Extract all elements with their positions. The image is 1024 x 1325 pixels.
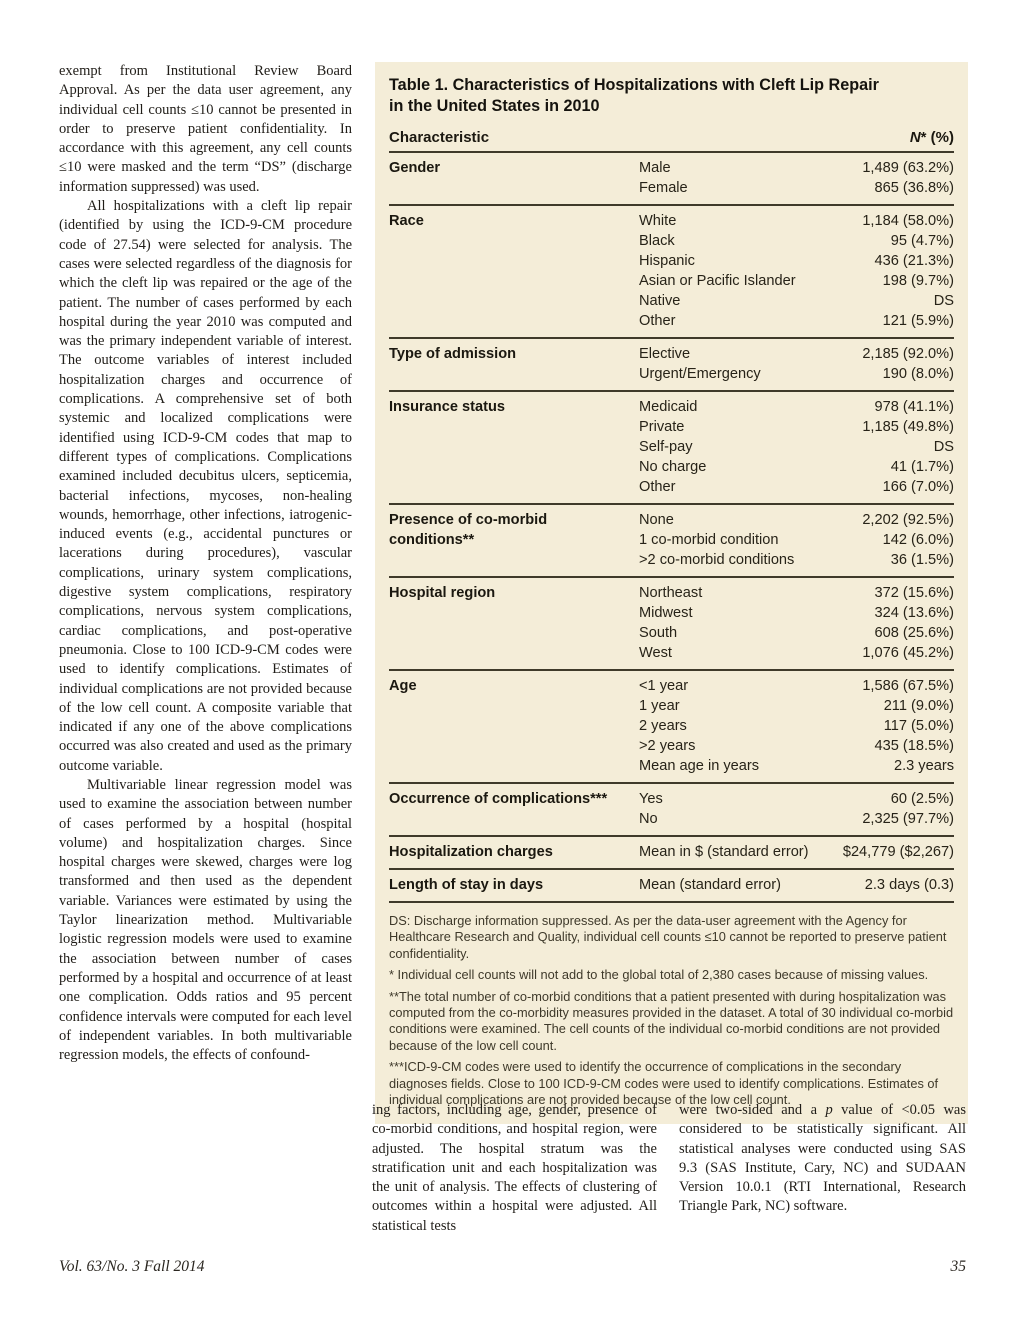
p-value-italic: p xyxy=(825,1102,833,1118)
table-row xyxy=(639,756,954,776)
table-value: 190 (8.0%) xyxy=(882,366,954,382)
body-column-2 xyxy=(372,1101,657,1236)
table-subcategory: Other xyxy=(639,479,676,495)
table-subrows xyxy=(639,842,954,862)
table-subcategory: >2 years xyxy=(639,738,696,754)
table-subcategory: None xyxy=(639,512,674,528)
table-group xyxy=(389,206,954,339)
table-subrows xyxy=(639,344,954,384)
table-group xyxy=(389,578,954,671)
table-value: 166 (7.0%) xyxy=(882,479,954,495)
table-title-line2: in the United States in 2010 xyxy=(389,96,600,115)
table-value: 117 (5.0%) xyxy=(883,718,954,734)
table-row xyxy=(639,231,954,251)
paragraph: All hospitalizations with a cleft lip repair (identified by using the ICD-9-CM procedure code of 27.54) were selected for analysis. The cases were selected regardless of the diagnosis for which the cleft lip was repaired or the age of the patient. The number of cases performed by each hospital during the year 2010 was computed and was the primary independent variable of interest. The outcome variables of interest included hospitalization charges and occurrence of complications. A comprehensive set of both systemic and localized complications were identified using ICD-9-CM codes that map to different types of complications. Complications examined included decubitus ulcers, septicemia, bacterial infections, mycoses, non-healing wounds, hemorrhage, other infections, iatrogenic-induced events (e.g., accidental punctures or lacerations during procedures), vascular complications, urinary system complications, digestive system complications, respiratory complications, nervous system complications, cardiac complications, and post-operative pneumonia. Close to 100 ICD-9-CM codes were used to identify complications. Estimates of individual complications are not provided because of the low cell count. A composite variable that indicated if any one of the above complications occurred was also created and used as the primary outcome variable. xyxy=(59,198,352,774)
table-subcategory: Yes xyxy=(639,791,663,807)
table-subcategory: Mean age in years xyxy=(639,758,760,774)
table-subcategory: Northeast xyxy=(639,585,703,601)
table-row xyxy=(639,417,954,437)
table-value: 978 (41.1%) xyxy=(874,399,954,415)
table-value: 41 (1.7%) xyxy=(890,459,954,475)
table-group xyxy=(389,671,954,784)
table-row xyxy=(639,457,954,477)
table-value: 2.3 days (0.3) xyxy=(864,877,954,893)
table-value: 121 (5.9%) xyxy=(882,313,954,329)
table-footnote: * Individual cell counts will not add to the global total of 2,380 cases because of missing values. xyxy=(389,967,929,983)
table-category: Length of stay in days xyxy=(389,877,544,893)
table-subcategory: Other xyxy=(639,313,676,329)
table-value: 372 (15.6%) xyxy=(874,585,954,601)
table-subrows xyxy=(639,510,954,570)
table-title-line1: Table 1. Characteristics of Hospitalizations with Cleft Lip Repair xyxy=(389,76,879,94)
table-row xyxy=(639,676,954,696)
table-subcategory: Female xyxy=(639,180,688,196)
table-subcategory: Private xyxy=(639,419,685,435)
table-value: 2,325 (97.7%) xyxy=(862,811,954,827)
table-subcategory: White xyxy=(639,213,677,229)
table-row xyxy=(639,736,954,756)
table-subcategory: >2 co-morbid conditions xyxy=(639,552,795,568)
table-header-n-label: N xyxy=(909,129,921,146)
table-subcategory: No xyxy=(639,811,658,827)
table-value: 865 (36.8%) xyxy=(874,180,954,196)
table-group xyxy=(389,784,954,837)
paragraph xyxy=(679,1101,966,1217)
table-value: 435 (18.5%) xyxy=(874,738,954,754)
table-value: 142 (6.0%) xyxy=(882,532,954,548)
table-1 xyxy=(375,62,968,1124)
table-footnotes xyxy=(389,913,954,1108)
table-header-n-suffix: * (%) xyxy=(920,129,954,146)
table-group xyxy=(389,837,954,870)
table-footnote: **The total number of co-morbid conditions that a patient presented with during hospitalization was computed from the co-morbidity measures provided in the dataset. A total of 30 individual co-morbid conditions were examined. The cell counts of the individual co-morbid conditions are not provided because of the low cell count. xyxy=(389,988,954,1053)
table-row xyxy=(639,364,954,384)
table-value: 1,076 (45.2%) xyxy=(862,645,954,661)
table-subcategory: <1 year xyxy=(639,678,689,694)
table-value: 324 (13.6%) xyxy=(874,605,954,621)
table-group xyxy=(389,392,954,505)
table-row xyxy=(639,603,954,623)
table-value: DS xyxy=(933,439,954,455)
paragraph-text: value of <0.05 was considered to be statistically significant. All statistical analyses were conducted using SAS 9.3 (SAS Institute, Cary, NC) and SUDAAN Version 10.0.1 (RTI International, Research Triangle Park, NC) software. xyxy=(679,1102,966,1215)
table-row xyxy=(639,789,954,809)
table-value: 2,202 (92.5%) xyxy=(862,512,954,528)
table-subcategory: Black xyxy=(639,233,675,249)
table-row xyxy=(639,510,954,530)
table-header-characteristic: Characteristic xyxy=(389,129,490,146)
table-row xyxy=(639,696,954,716)
table-subcategory: Mean (standard error) xyxy=(639,877,781,893)
table-category: Hospitalization charges xyxy=(389,844,553,860)
table-header-row xyxy=(389,129,954,153)
table-value: 60 (2.5%) xyxy=(890,791,954,807)
table-group xyxy=(389,339,954,392)
table-subcategory: Urgent/Emergency xyxy=(639,366,761,382)
table-subcategory: Medicaid xyxy=(639,399,698,415)
table-subcategory: 1 co-morbid condition xyxy=(639,532,779,548)
table-category: Occurrence of complications*** xyxy=(389,791,608,807)
table-title xyxy=(389,75,954,116)
table-value: 2,185 (92.0%) xyxy=(862,346,954,362)
table-row xyxy=(639,550,954,570)
table-row xyxy=(639,477,954,497)
table-subrows xyxy=(639,397,954,497)
table-subrows xyxy=(639,158,954,198)
table-subcategory: Midwest xyxy=(639,605,693,621)
table-subcategory: Elective xyxy=(639,346,691,362)
table-row xyxy=(639,178,954,198)
table-value: 1,586 (67.5%) xyxy=(862,678,954,694)
table-value: 36 (1.5%) xyxy=(890,552,954,568)
table-subcategory: South xyxy=(639,625,678,641)
table-row xyxy=(639,158,954,178)
table-category: Insurance status xyxy=(389,399,505,415)
table-group xyxy=(389,153,954,206)
table-subcategory: No charge xyxy=(639,459,707,475)
table-value: 436 (21.3%) xyxy=(874,253,954,269)
table-value: $24,779 ($2,267) xyxy=(842,844,954,860)
table-category: Hospital region xyxy=(389,585,496,601)
table-subcategory: West xyxy=(639,645,672,661)
table-category: Gender xyxy=(389,160,441,176)
table-value: 1,184 (58.0%) xyxy=(862,213,954,229)
table-footnote: ***ICD-9-CM codes were used to identify the occurrence of complications in the secondary diagnoses fields. Close to 100 ICD-9-CM codes were used to identify complications. Estimates of individual complications are not provided because of the low cell count. xyxy=(389,1059,939,1108)
table-value: 211 (9.0%) xyxy=(883,698,954,714)
table-row xyxy=(639,809,954,829)
table-row xyxy=(639,437,954,457)
table-group xyxy=(389,870,954,903)
table-subcategory: Self-pay xyxy=(639,439,693,455)
table-subcategory: Male xyxy=(639,160,671,176)
table-subcategory: Asian or Pacific Islander xyxy=(639,273,796,289)
table-row xyxy=(639,842,954,862)
table-row xyxy=(639,875,954,895)
table-footnote: DS: Discharge information suppressed. As per the data-user agreement with the Agency for Healthcare Research and Quality, individual cell counts ≤10 cannot be reported to preserve patient confidentiality. xyxy=(389,913,947,961)
table-value: 1,185 (49.8%) xyxy=(862,419,954,435)
table-value: 95 (4.7%) xyxy=(890,233,954,249)
table-subrows xyxy=(639,789,954,829)
table-subcategory: Native xyxy=(639,293,681,309)
page-footer xyxy=(59,1258,966,1276)
table-row xyxy=(639,251,954,271)
paragraph: exempt from Institutional Review Board Approval. As per the data user agreement, any individual cell counts ≤10 cannot be presented in order to preserve patient confidentiality. In accordance with this agreement, any cell counts ≤10 were masked and the term “DS” (discharge information suppressed) was used. xyxy=(59,63,352,195)
table-value: 2.3 years xyxy=(893,758,954,774)
table-row xyxy=(639,311,954,331)
table-group xyxy=(389,505,954,578)
table-subrows xyxy=(639,583,954,663)
table-value: 198 (9.7%) xyxy=(882,273,954,289)
paragraph: Multivariable linear regression model was used to examine the association between number of cases performed by a hospital (hospital volume) and hospitalization charges. Since hospital charges were skewed, charges were log transformed and then used as the dependent variable. Variances were estimated by using the Taylor linearization method. Multivariable logistic regression models were used to examine the association between number of cases performed by a hospital and occurrence of at least one complication. Odds ratios and 95 percent confidence intervals were computed for each level of independent variables. In both multivariable regression models, the effects of confound- xyxy=(59,776,352,1064)
table-subcategory: 2 years xyxy=(639,718,687,734)
table-row xyxy=(639,583,954,603)
table-subrows xyxy=(639,676,954,776)
table-row xyxy=(639,530,954,550)
table-row xyxy=(639,397,954,417)
table-row xyxy=(639,211,954,231)
table-value: DS xyxy=(933,293,954,309)
body-column-3 xyxy=(679,1101,966,1217)
table-row xyxy=(639,344,954,364)
table-row xyxy=(639,271,954,291)
table-subrows xyxy=(639,211,954,331)
paragraph-text: were two-sided and a xyxy=(679,1102,826,1118)
table-category: Presence of co-morbid conditions** xyxy=(389,512,548,548)
table-value: 1,489 (63.2%) xyxy=(862,160,954,176)
footer-page-number: 35 xyxy=(950,1258,966,1275)
table-category: Type of admission xyxy=(389,346,517,362)
table-header-n xyxy=(910,129,954,146)
table-groups xyxy=(389,153,954,903)
table-row xyxy=(639,623,954,643)
footer-volume-issue: Vol. 63/No. 3 Fall 2014 xyxy=(59,1258,205,1275)
table-row xyxy=(639,716,954,736)
table-value: 608 (25.6%) xyxy=(874,625,954,641)
body-column-1 xyxy=(59,62,352,1065)
table-subcategory: 1 year xyxy=(639,698,680,714)
table-subcategory: Hispanic xyxy=(639,253,695,269)
paragraph: ing factors, including age, gender, presence of co-morbid conditions, and hospital region, were adjusted. The hospital stratum was the stratification unit and each hospitalization was the unit of analysis. The effects of clustering of outcomes within a hospital were adjusted. All statistical tests xyxy=(372,1102,657,1234)
table-subrows xyxy=(639,875,954,895)
table-row xyxy=(639,291,954,311)
table-row xyxy=(639,643,954,663)
table-subcategory: Mean in $ (standard error) xyxy=(639,844,809,860)
table-category: Age xyxy=(389,678,417,694)
table-category: Race xyxy=(389,213,424,229)
